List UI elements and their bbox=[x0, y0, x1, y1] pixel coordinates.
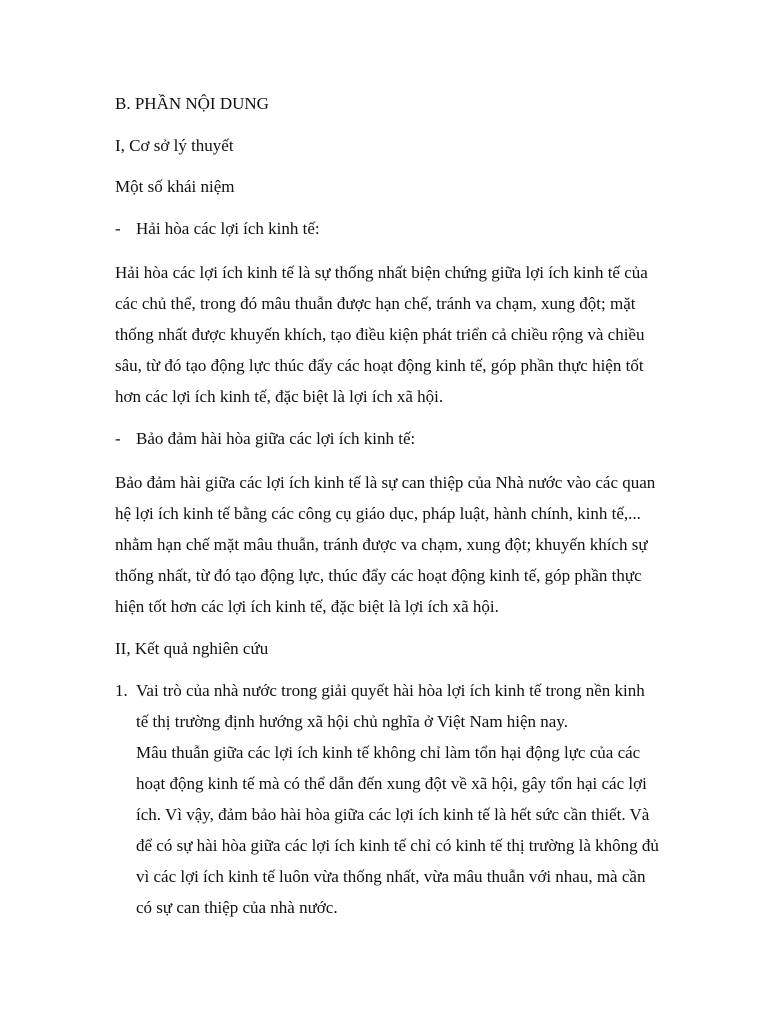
concept-2-term: Bảo đảm hài hòa giữa các lợi ích kinh tế: bbox=[136, 429, 416, 448]
item-1-line-7: vì các lợi ích kinh tế luôn vừa thống nhất, vừa mâu thuẫn với nhau, mà cần bbox=[136, 867, 646, 886]
part-1-title: I, Cơ sở lý thuyết bbox=[115, 136, 234, 155]
concept-2-line-3: nhằm hạn chế mặt mâu thuẫn, tránh được va chạm, xung đột; khuyến khích sự bbox=[115, 535, 648, 554]
item-1-number: 1. bbox=[115, 681, 128, 700]
item-1-line-8: có sự can thiệp của nhà nước. bbox=[136, 898, 338, 917]
item-1-line-3: Mâu thuẫn giữa các lợi ích kinh tế không chỉ làm tổn hại động lực của các bbox=[136, 743, 641, 762]
concept-1-line-3: thống nhất được khuyến khích, tạo điều kiện phát triển cả chiều rộng và chiều bbox=[115, 325, 645, 344]
concept-1-bullet: - bbox=[115, 219, 121, 238]
concept-2-line-5: hiện tốt hơn các lợi ích kinh tế, đặc biệt là lợi ích xã hội. bbox=[115, 597, 499, 616]
concept-2-line-4: thống nhất, từ đó tạo động lực, thúc đẩy các hoạt động kinh tế, góp phần thực bbox=[115, 566, 642, 585]
concept-1-term: Hải hòa các lợi ích kinh tế: bbox=[136, 219, 320, 238]
item-1-line-5: ích. Vì vậy, đảm bảo hài hòa giữa các lợi ích kinh tế là hết sức cần thiết. Và bbox=[136, 805, 650, 824]
item-1-line-2: tế thị trường định hướng xã hội chủ nghĩa ở Việt Nam hiện nay. bbox=[136, 712, 568, 731]
section-heading: B. PHẦN NỘI DUNG bbox=[115, 94, 269, 113]
item-1-line-6: để có sự hài hòa giữa các lợi ích kinh tế chỉ có kinh tế thị trường là không đủ bbox=[136, 836, 659, 855]
concept-1-line-4: sâu, từ đó tạo động lực thúc đẩy các hoạt động kinh tế, góp phần thực hiện tốt bbox=[115, 356, 644, 375]
part-1-subtitle: Một số khái niệm bbox=[115, 177, 235, 196]
item-1-line-4: hoạt động kinh tế mà có thể dẫn đến xung đột về xã hội, gây tổn hại các lợi bbox=[136, 774, 647, 793]
concept-1-line-5: hơn các lợi ích kinh tế, đặc biệt là lợi ích xã hội. bbox=[115, 387, 444, 406]
concept-1-line-2: các chủ thể, trong đó mâu thuẫn được hạn chế, tránh va chạm, xung đột; mặt bbox=[115, 294, 636, 313]
concept-2-bullet: - bbox=[115, 429, 121, 448]
concept-2-line-2: hệ lợi ích kinh tế bằng các công cụ giáo dục, pháp luật, hành chính, kinh tế,... bbox=[115, 504, 641, 523]
part-2-title: II, Kết quả nghiên cứu bbox=[115, 639, 269, 658]
item-1-line-1: Vai trò của nhà nước trong giải quyết hài hòa lợi ích kinh tế trong nền kinh bbox=[136, 681, 645, 700]
concept-2-line-1: Bảo đảm hài giữa các lợi ích kinh tế là sự can thiệp của Nhà nước vào các quan bbox=[115, 473, 656, 492]
concept-1-line-1: Hải hòa các lợi ích kinh tế là sự thống nhất biện chứng giữa lợi ích kinh tế của bbox=[115, 263, 648, 282]
